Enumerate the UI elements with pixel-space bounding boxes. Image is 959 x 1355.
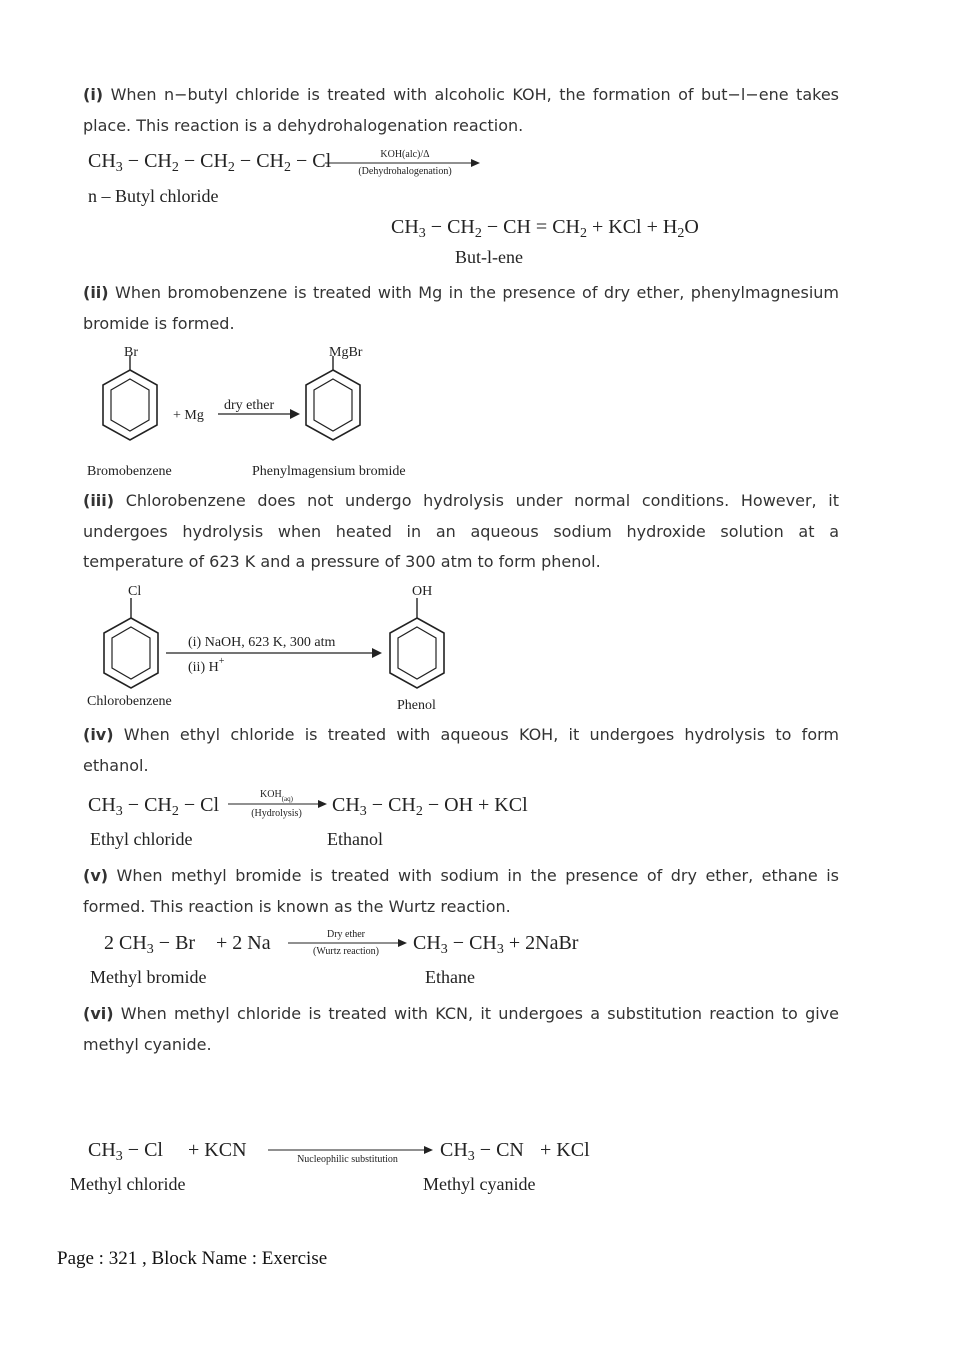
- r3-reactant-substituent: Cl: [128, 584, 142, 599]
- section-text: When n−butyl chloride is treated with alcoholic KOH, the formation of but−l−ene takes place. This reaction is a dehydrohalogenation reaction.: [83, 85, 839, 135]
- section-i: [83, 80, 839, 141]
- r3-arrow-top: (i) NaOH, 623 K, 300 atm: [188, 635, 336, 650]
- r2-reactant-substituent: Br: [124, 345, 138, 360]
- r5-product-name: Ethane: [425, 967, 475, 987]
- r5-product-formula: $CH_3 - CH_3$ + 2NaBr: [413, 932, 579, 957]
- svg-text:(ii) H+: (ii) H+: [188, 656, 225, 675]
- section-label: (ii): [83, 283, 109, 302]
- r6-reagent: + KCN: [188, 1139, 247, 1161]
- r3-product-substituent: OH: [412, 584, 433, 599]
- r5-arrow-top: Dry ether: [326, 929, 366, 940]
- benzene-ring-icon: [390, 598, 444, 688]
- r1-reactant-name: n – Butyl chloride: [88, 186, 219, 206]
- section-text: When ethyl chloride is treated with aqueous KOH, it undergoes hydrolysis to form ethanol.: [83, 725, 839, 775]
- r4-arrow-bottom: (Hydrolysis): [251, 808, 302, 819]
- r6-product-name: Methyl cyanide: [423, 1174, 536, 1194]
- r5-reactant-name: Methyl bromide: [90, 967, 207, 987]
- r4-product-extra: + KCl: [473, 794, 528, 816]
- r1-arrow-bottom: (Dehydrohalogenation): [358, 166, 452, 177]
- section-text: Chlorobenzene does not undergo hydrolysis under normal conditions. However, it undergoes hydrolysis when heated in an aqueous sodium hydroxide solution at a temperature of 623 K and a pressure of 300 atm to form phenol.: [83, 491, 839, 571]
- r3-arrow-bottom: (ii) H: [188, 660, 219, 675]
- section-vi: [83, 999, 839, 1060]
- r3-scheme: [80, 578, 450, 718]
- section-label: (iv): [83, 725, 114, 744]
- r2-reactant-name: Bromobenzene: [87, 464, 172, 479]
- r2-arrow-top: dry ether: [224, 398, 275, 413]
- r2-reagent: + Mg: [173, 408, 204, 423]
- section-ii: [83, 278, 839, 339]
- section-text: When methyl bromide is treated with sodium in the presence of dry ether, ethane is formed. This reaction is known as the Wurtz reaction.: [83, 866, 839, 916]
- page-footer: Page : 321 , Block Name : Exercise: [57, 1248, 328, 1269]
- r5-reactant-formula: 2 $CH_3 - Br$: [104, 932, 196, 957]
- r3-reactant-name: Chlorobenzene: [87, 694, 172, 709]
- r5-reactant-prefix: 2 CH: [104, 932, 147, 954]
- section-label: (iii): [83, 491, 115, 510]
- r6-product-formula: $CH_3$ − CN: [440, 1139, 524, 1164]
- section-label: (vi): [83, 1004, 114, 1023]
- benzene-ring-icon: [306, 356, 360, 440]
- section-iii: [83, 486, 839, 578]
- r5-arrow-bottom: (Wurtz reaction): [313, 946, 379, 957]
- section-v: [83, 861, 839, 922]
- r5-product-extra: + 2NaBr: [503, 932, 579, 954]
- section-text: When bromobenzene is treated with Mg in the presence of dry ether, phenylmagnesium bromide is formed.: [83, 283, 840, 333]
- r4-product-formula: $CH_3 - CH_2$ − OH + KCl: [332, 794, 528, 819]
- r2-scheme: [80, 340, 440, 485]
- benzene-ring-icon: [104, 598, 158, 688]
- r1-reactant-formula: $CH_3 - CH_2 - CH_2 - CH_2 - Cl$: [88, 150, 332, 175]
- r4-reactant-name: Ethyl chloride: [90, 829, 193, 849]
- r1-product-name: But-l-ene: [455, 247, 523, 267]
- r5-reagent: + 2 Na: [216, 932, 271, 954]
- r6-reactant-name: Methyl chloride: [70, 1174, 186, 1194]
- r1-product-extra: + KCl + H: [586, 216, 678, 238]
- r4-product-name: Ethanol: [327, 829, 383, 849]
- r6-arrow-bottom: Nucleophilic substitution: [297, 1154, 398, 1165]
- r2-product-substituent: MgBr: [329, 345, 363, 360]
- section-iv: [83, 720, 839, 781]
- r1-product-formula: $CH_3 - CH_2$ − CH = $CH_2$ + KCl + $H_2O$: [391, 216, 699, 241]
- r6-product-extra: + KCl: [540, 1139, 590, 1161]
- benzene-ring-icon: [103, 356, 157, 440]
- r1-arrow-top: KOH(alc)/Δ: [380, 149, 430, 160]
- r6-reactant-formula: $CH_3 - Cl$: [88, 1139, 163, 1164]
- section-text: When methyl chloride is treated with KCN, it undergoes a substitution reaction to give methyl cyanide.: [83, 1004, 839, 1054]
- r4-arrow-top-sub: (aq): [281, 795, 293, 803]
- r4-reactant-formula: $CH_3 - CH_2 - Cl$: [88, 794, 220, 819]
- r3-product-name: Phenol: [397, 698, 436, 713]
- section-label: (i): [83, 85, 104, 104]
- section-label: (v): [83, 866, 109, 885]
- r2-product-name: Phenylmagensium bromide: [252, 464, 406, 479]
- r4-arrow-top-text: KOH: [260, 789, 282, 800]
